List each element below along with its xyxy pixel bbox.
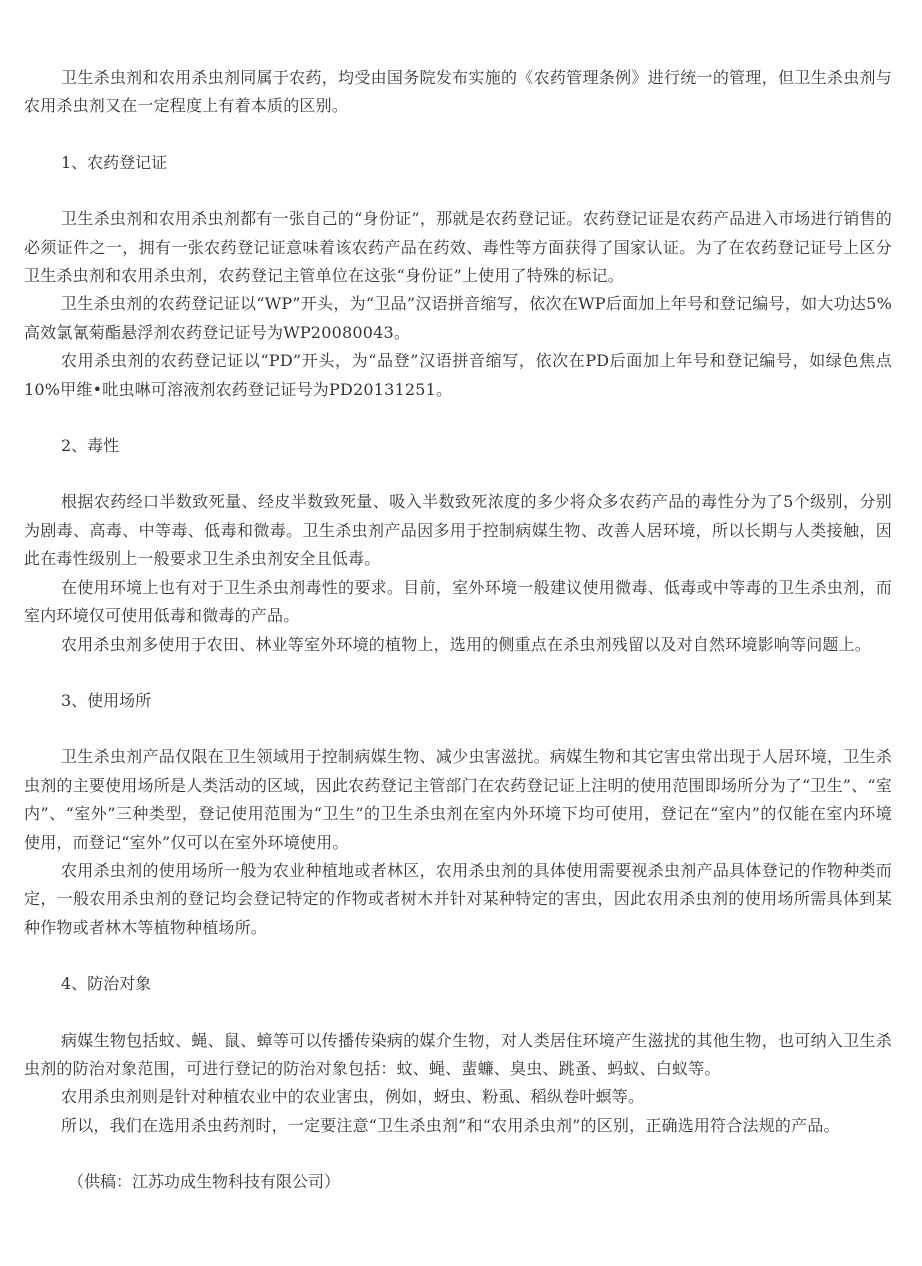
section-heading-registration: 1、农药登记证 bbox=[61, 152, 168, 172]
article-body bbox=[24, 64, 892, 1197]
section-paragraph: 农用杀虫剂的农药登记证以“PD”开头，为“品登”汉语拼音缩写，依次在PD后面加上年号和登记编号，如绿色焦点10%甲维•吡虫啉可溶液剂农药登记证号为PD20131251。 bbox=[24, 351, 892, 399]
section-paragraph: 卫生杀虫剂和农用杀虫剂都有一张自己的“身份证”，那就是农药登记证。农药登记证是农药产品进入市场进行销售的必须证件之一，拥有一张农药登记证意味着该农药产品在药效、毒性等方面获得了国家认证。为了在农药登记证号上区分卫生杀虫剂和农用杀虫剂，农药登记主管单位在这张“身份证”上使用了特殊的标记。 bbox=[24, 209, 892, 286]
section-heading-toxicity: 2、毒性 bbox=[61, 436, 120, 456]
contributor-credit: （供稿：江苏功成生物科技有限公司） bbox=[68, 1172, 341, 1192]
section-heading-targets: 4、防治对象 bbox=[61, 974, 152, 994]
section-paragraph: 所以，我们在选用杀虫药剂时，一定要注意“卫生杀虫剂”和“农用杀虫剂”的区别，正确选用符合法规的产品。 bbox=[61, 1115, 840, 1135]
section-heading-usage-place: 3、使用场所 bbox=[61, 690, 152, 710]
section-paragraph: 农用杀虫剂则是针对种植农业中的农业害虫，例如，蚜虫、粉虱、稻纵卷叶螟等。 bbox=[61, 1087, 645, 1107]
intro-paragraph: 卫生杀虫剂和农用杀虫剂同属于农药，均受由国务院发布实施的《农药管理条例》进行统一的管理，但卫生杀虫剂与农用杀虫剂又在一定程度上有着本质的区别。 bbox=[24, 68, 892, 116]
section-paragraph: 病媒生物包括蚊、蝇、鼠、蟑等可以传播传染病的媒介生物，对人类居住环境产生滋扰的其他生物，也可纳入卫生杀虫剂的防治对象范围，可进行登记的防治对象包括：蚊、蝇、蜚蠊、臭虫、跳蚤、蚂蚁、白蚁等。 bbox=[24, 1030, 892, 1078]
section-paragraph: 卫生杀虫剂的农药登记证以“WP”开头，为“卫品”汉语拼音缩写，依次在WP后面加上年号和登记编号，如大功达5%高效氯氰菊酯悬浮剂农药登记证号为WP20080043。 bbox=[24, 294, 892, 342]
section-paragraph: 在使用环境上也有对于卫生杀虫剂毒性的要求。目前，室外环境一般建议使用微毒、低毒或中等毒的卫生杀虫剂，而室内环境仅可使用低毒和微毒的产品。 bbox=[24, 577, 892, 626]
section-paragraph: 农用杀虫剂的使用场所一般为农业种植地或者林区，农用杀虫剂的具体使用需要视杀虫剂产品具体登记的作物种类而定，一般农用杀虫剂的登记均会登记特定的作物或者树木并针对某种特定的害虫，因此农用杀虫剂的使用场所需具体到某种作物或者林木等植物种植场所。 bbox=[24, 860, 892, 937]
section-paragraph: 农用杀虫剂多使用于农田、林业等室外环境的植物上，选用的侧重点在杀虫剂残留以及对自然环境影响等问题上。 bbox=[61, 634, 872, 654]
section-paragraph: 根据农药经口半数致死量、经皮半数致死量、吸入半数致死浓度的多少将众多农药产品的毒性分为了5个级别，分别为剧毒、高毒、中等毒、低毒和微毒。卫生杀虫剂产品因多用于控制病媒生物、改善人居环境，所以长期与人类接触，因此在毒性级别上一般要求卫生杀虫剂安全且低毒。 bbox=[24, 492, 892, 569]
section-paragraph: 卫生杀虫剂产品仅限在卫生领域用于控制病媒生物、减少虫害滋扰。病媒生物和其它害虫常出现于人居环境，卫生杀虫剂的主要使用场所是人类活动的区域，因此农药登记主管部门在农药登记证上注明的使用范围即场所分为了“卫生”、“室内”、“室外”三种类型，登记使用范围为“卫生”的卫生杀虫剂在室内外环境下均可使用，登记在“室内”的仅能在室内环境使用，而登记“室外”仅可以在室外环境使用。 bbox=[24, 747, 892, 852]
